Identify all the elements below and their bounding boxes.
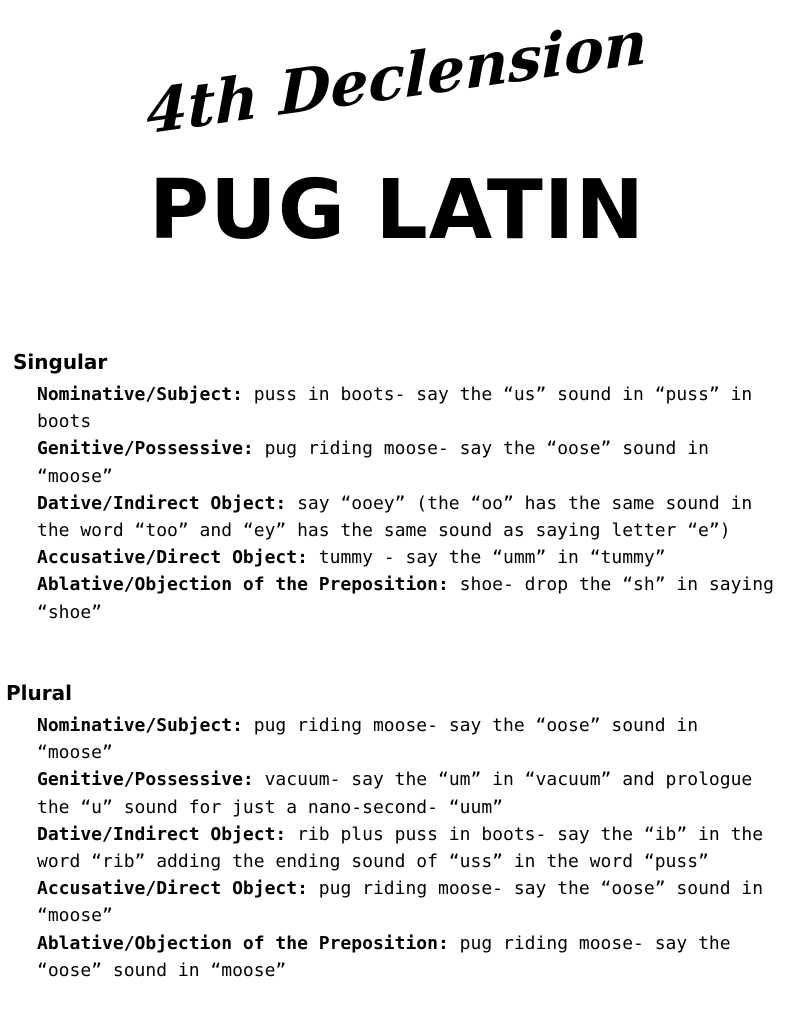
case-label: Accusative/Direct Object: (37, 878, 308, 900)
case-label: Genitive/Possessive: (37, 769, 254, 791)
singular-list (37, 381, 777, 626)
case-description: shoe- drop the “sh” in saying “shoe” (37, 574, 774, 623)
plural-heading: Plural (6, 681, 72, 705)
case-label: Accusative/Direct Object: (37, 547, 308, 569)
case-label: Dative/Indirect Object: (37, 492, 287, 514)
case-label: Nominative/Subject: (37, 384, 243, 405)
case-description: pug riding moose- say the “oose” sound in “moose” (37, 438, 709, 487)
case-description: pug riding moose- say the “oose” sound in “moose” (37, 878, 764, 927)
plural-accusative (37, 875, 777, 929)
plural-nominative (37, 712, 777, 766)
case-description: puss in boots- say the “us” sound in “puss” in boots (37, 384, 753, 433)
case-label: Genitive/Possessive: (37, 438, 254, 460)
page-title: PUG LATIN (149, 163, 645, 258)
case-label: Nominative/Subject: (37, 715, 243, 736)
page-subtitle (0, 7, 794, 149)
singular-accusative (37, 544, 777, 571)
plural-dative (37, 821, 777, 875)
case-description: pug riding moose- say the “oose” sound in “moose” (37, 715, 699, 764)
plural-genitive (37, 766, 777, 820)
singular-dative (37, 490, 777, 544)
singular-genitive (37, 435, 777, 489)
case-description: tummy - say the “umm” in “tummy” (318, 547, 666, 569)
singular-heading: Singular (13, 350, 108, 374)
case-description: vacuum- say the “um” in “vacuum” and prologue the “u” sound for just a nano-second- “uum” (37, 769, 753, 818)
plural-ablative (37, 930, 777, 984)
singular-ablative (37, 571, 777, 625)
case-description: say “ooey” (the “oo” has the same sound in the word “too” and “ey” has the same sound as saying letter “e”) (37, 492, 753, 542)
case-description: pug riding moose- say the “oose” sound in “moose” (37, 932, 731, 981)
singular-nominative (37, 381, 777, 435)
case-label: Dative/Indirect Object: (37, 823, 287, 845)
subtitle-text: 4th Declension (146, 7, 648, 149)
case-label: Ablative/Objection of the Preposition: (37, 932, 449, 954)
case-label: Ablative/Objection of the Preposition: (37, 574, 449, 596)
plural-list (37, 712, 777, 984)
case-description: rib plus puss in boots- say the “ib” in the word “rib” adding the ending sound of “uss” in the word “puss” (37, 823, 764, 873)
